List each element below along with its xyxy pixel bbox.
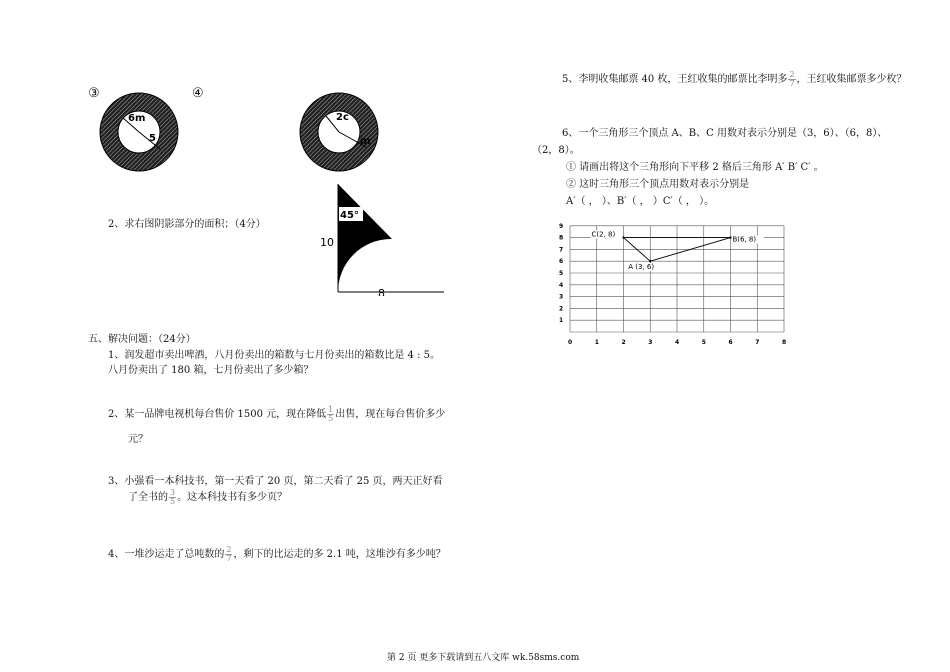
y-tick-label: 6 [559, 258, 564, 266]
section-5-heading: 五、解决问题：（24分） [88, 334, 196, 345]
x-tick-label: 4 [675, 339, 680, 346]
question-5-3-line1: 3、小强看一本科技书，第一天看了 20 页，第二天看了 25 页，两天正好看 [108, 476, 443, 487]
x-tick-label: 2 [621, 339, 626, 346]
point-b [729, 236, 731, 238]
x-tick-label: 5 [701, 339, 706, 346]
point-label-a: A (3, 6) [628, 263, 655, 272]
y-tick-label: 8 [559, 234, 564, 242]
ring-figure-2 [298, 91, 380, 173]
y-tick-label: 5 [559, 270, 564, 277]
question-5-4: 4、一堆沙运走了总吨数的 $\frac{2}{7}$ ，剩下的比运走的多 2.1 吨，这堆沙有多少吨？ [108, 545, 446, 563]
question-4-2: 2、求右图阴影部分的面积；（4分） [108, 219, 266, 230]
question-5-1-line1: 1、润发超市卖出啤酒，八月份卖出的箱数与七月份卖出的箱数比是 4 : 5。 [108, 350, 440, 361]
question-5-6-sub3: A′（ ， ）、B′（ ， ）C′（ ， ）。 [566, 196, 715, 207]
figure-label-3: ③ [88, 86, 100, 101]
point-a [649, 260, 651, 262]
x-tick-label: 1 [594, 339, 599, 346]
fraction-2-7-b: $\frac{2}{7}$ [789, 70, 795, 88]
height-label: 10 [320, 236, 334, 249]
question-5-5: 5、李明收集邮票 40 枚，王红收集的邮票比李明多 $\frac{2}{7}$ ，王红收集邮票多少枚？ [562, 70, 907, 88]
point-c [622, 236, 624, 238]
question-5-2: 2、某一品牌电视机每台售价 1500 元，现在降低 $\frac{1}{5}$ 出售，现在每台售价多少 [108, 405, 446, 423]
ring1-inner-label: 6m [128, 113, 146, 124]
question-5-2-end: 元？ [128, 434, 148, 445]
question-5-1-line2: 八月份卖出了 180 箱，七月份卖出了多少箱？ [108, 365, 314, 376]
point-label-b: B(6, 8) [732, 235, 757, 244]
question-5-6-sub2: ② 这时三角形三个顶点用数对表示分别是 [566, 179, 750, 190]
x-tick-label: 0 [568, 339, 573, 346]
base-label: 8 [378, 287, 385, 296]
x-tick-label: 3 [648, 339, 653, 346]
x-tick-label: 6 [728, 339, 733, 346]
page-footer: 第 2 页 更多下载请到五八文库 wk.58sms.com [387, 653, 580, 663]
ring1-outer-label: 5 [149, 133, 156, 144]
figure-label-4: ④ [192, 86, 204, 101]
fraction-1-5: $\frac{1}{5}$ [328, 405, 334, 423]
ring2-inner-label: 2c [336, 112, 349, 123]
y-tick-label: 4 [559, 281, 564, 289]
angle-label: 45° [340, 210, 359, 221]
point-label-c: C(2, 8) [591, 230, 616, 239]
question-5-6-line1: 6、一个三角形三个顶点 A、B、C 用数对表示分别是（3，6）、（6，8）、 [562, 128, 888, 139]
question-5-6-line2: （2，8）。 [532, 145, 580, 156]
y-tick-label: 1 [559, 317, 564, 325]
x-tick-label: 7 [755, 339, 760, 346]
y-tick-label: 7 [559, 246, 564, 254]
y-tick-label: 9 [559, 222, 564, 230]
ring2-outer-label: m [360, 136, 371, 147]
ring-figure-1 [98, 91, 180, 173]
question-5-3-line2: 了全书的 $\frac{3}{5}$ 。这本科技书有多少页？ [128, 488, 288, 506]
fraction-2-7: $\frac{2}{7}$ [226, 545, 232, 563]
fraction-3-5: $\frac{3}{5}$ [170, 488, 176, 506]
x-tick-label: 8 [782, 339, 787, 346]
y-tick-label: 3 [559, 293, 564, 301]
question-5-6-sub1: ① 请画出将这个三角形向下平移 2 格后三角形 A′ B′ C′ 。 [566, 162, 824, 173]
coordinate-grid-chart [556, 212, 796, 348]
y-tick-label: 2 [559, 305, 564, 313]
triangle-figure [318, 180, 450, 296]
